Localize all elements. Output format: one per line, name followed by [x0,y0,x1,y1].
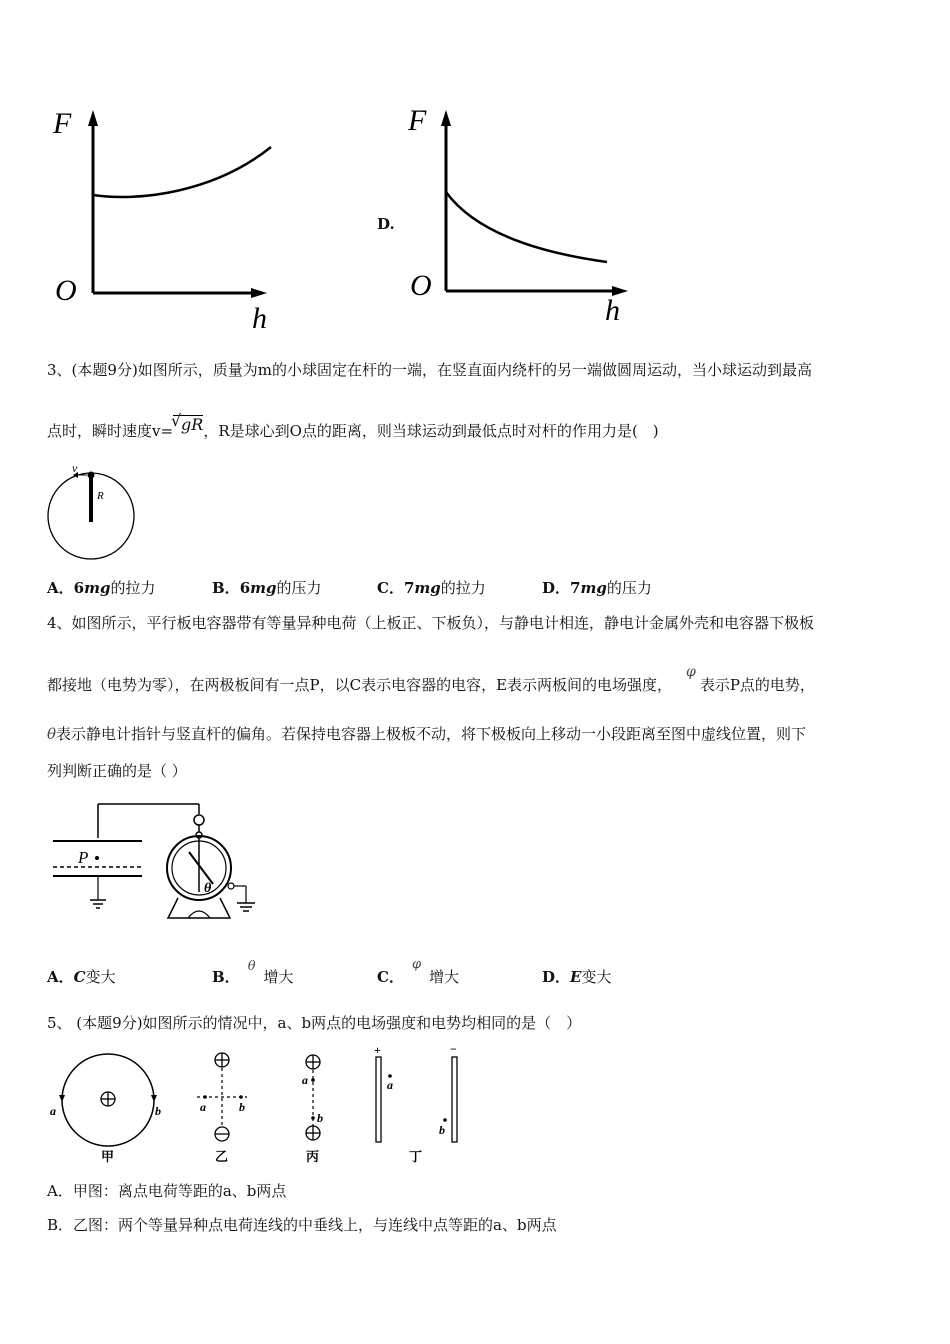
theta-symbol: θ [47,725,57,743]
v-label: v [72,461,78,475]
caption-jia: 甲 [101,1149,115,1164]
point-a [203,1095,207,1099]
q4-option-c[interactable]: C．φ增大 [377,957,460,986]
pointer-needle [189,852,213,884]
graph-c [45,100,295,335]
phi-symbol: φ [686,664,696,680]
q4-option-b[interactable]: B．θ增大 [212,959,294,986]
q3-figure [40,460,150,570]
q4-option-a[interactable]: A．C变大 [47,968,116,986]
q4-line4: 列判断正确的是（ ） [47,762,187,780]
b-label: b [239,1100,245,1114]
q4-figure [50,800,270,925]
q3-option-c[interactable]: C．7mg的拉力 [377,579,486,597]
arrow-left [59,1095,65,1102]
point-b [443,1118,447,1122]
q3-line2: 点时，瞬时速度v= √ gR，R是球心到O点的距离，则当球运动到最低点时对杆的作用力是( ) [47,411,659,440]
p-label: P [78,848,89,867]
fig-bing [302,1055,323,1164]
a-label: a [200,1100,206,1114]
minus-sign: − [450,1042,457,1056]
ball [88,472,95,479]
origin-label: O [55,274,77,307]
f-axis-label: F [53,107,72,140]
x-axis-arrow [251,288,267,298]
b-label: b [317,1111,323,1125]
q4-line3: θ表示静电计指针与竖直杆的偏角。若保持电容器上极板不动，将下极板向上移动一小段距离至图中虚线位置，则下 [47,725,807,743]
fig-yi [197,1053,247,1164]
b-label: b [155,1104,161,1118]
a-label: a [50,1104,56,1118]
arrow-right [151,1095,157,1102]
p-point [95,856,99,860]
q5-line1: 5、 (本题9分)如图所示的情况中，a、b两点的电场强度和电势均相同的是（ ） [47,1014,582,1032]
ground-terminal [228,883,234,889]
graph-d [400,95,650,330]
h-axis-label: h [605,294,620,327]
positive-plate [376,1057,381,1142]
q5-option-a[interactable]: A．甲图：离点电荷等距的a、b两点 [47,1182,287,1200]
stand-arch [188,911,210,918]
caption-bing: 丙 [306,1149,320,1164]
y-axis-arrow [88,110,98,126]
q5-figures [45,1040,475,1170]
point-b [311,1116,315,1120]
a-label: a [302,1073,308,1087]
q3-option-b[interactable]: B．6mg的压力 [212,579,322,597]
caption-yi: 乙 [215,1149,229,1164]
negative-plate [452,1057,457,1142]
origin-label: O [410,269,432,302]
y-axis-arrow [441,110,451,126]
q4-option-d[interactable]: D．E变大 [542,968,612,986]
q3-option-a[interactable]: A．6mg的拉力 [47,579,156,597]
b-label: b [439,1123,445,1137]
f-axis-label: F [408,104,427,137]
plus-sign: + [374,1043,381,1057]
h-axis-label: h [252,302,267,335]
fig-jia [50,1054,161,1164]
caption-ding: 丁 [409,1149,423,1164]
q3-line1: 3、(本题9分)如图所示，质量为m的小球固定在杆的一端，在竖直面内绕杆的另一端做圆周运动，当小球运动到最高 [47,361,813,379]
sqrt-expression: √ gR [171,411,204,434]
point-b [239,1095,243,1099]
point-a [311,1078,315,1082]
q4-line1: 4、如图所示，平行板电容器带有等量异种电荷（上板正、下板负），与静电计相连，静电计金属外壳和电容器下极板 [47,614,815,632]
option-d-label: D. [377,215,395,233]
fig-ding [374,1042,457,1164]
q3-option-d[interactable]: D．7mg的压力 [542,579,652,597]
force-curve [93,147,271,197]
r-label: R [97,490,104,502]
q4-line2: 都接地（电势为零），在两极板间有一点P，以C表示电容器的电容，E表示两板间的电场强度，φ表示P点的电势， [47,664,815,694]
theta-label: θ [204,881,212,896]
knob-top [194,815,204,825]
q5-option-b[interactable]: B．乙图：两个等量异种点电荷连线的中垂线上，与连线中点等距的a、b两点 [47,1216,557,1234]
a-label: a [387,1078,393,1092]
force-curve [446,192,607,262]
